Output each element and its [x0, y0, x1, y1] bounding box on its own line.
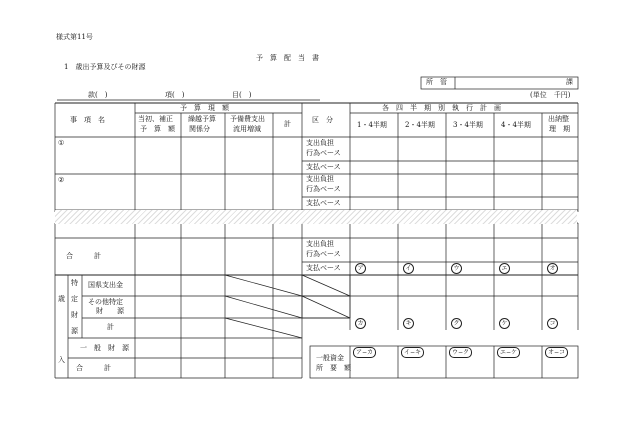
mark-ki: キ — [403, 318, 414, 329]
mark-ka: カ — [355, 318, 366, 329]
general-label: 一 般 財 源 — [80, 344, 129, 352]
revenue-sai: 歳 — [58, 295, 65, 303]
mark-o-ko: オ−コ — [545, 347, 568, 358]
moku-field: 目( ) — [232, 91, 252, 99]
mark-i-ki: イ−キ — [401, 347, 424, 358]
row-1-payment: 支払ベース — [306, 163, 341, 171]
other-label-1: その他特定 — [88, 298, 123, 306]
special-char-4: 源 — [71, 327, 78, 335]
header-adj-2: 理 期 — [549, 125, 570, 133]
unit-label: (単位 千円) — [530, 91, 571, 99]
mark-e-ke: エ−ケ — [497, 347, 520, 358]
total-payment: 支払ベース — [306, 264, 341, 272]
mark-ku: ク — [451, 318, 462, 329]
kan-field: 款( ) — [88, 91, 108, 99]
special-char-3: 財 — [71, 311, 78, 319]
header-item: 事 項 名 — [70, 116, 105, 124]
header-q4: 4・4半期 — [501, 121, 531, 129]
form-title: 予 算 配 当 書 — [256, 54, 319, 62]
mark-u: ウ — [451, 263, 462, 274]
header-q1: 1・4半期 — [357, 121, 387, 129]
total-commit-2: 行為ベース — [306, 250, 341, 258]
subtotal-label: 計 — [107, 323, 114, 331]
header-division: 区 分 — [312, 116, 333, 124]
mark-e: エ — [499, 263, 510, 274]
mark-i: イ — [403, 263, 414, 274]
general-need-2: 所 要 額 — [316, 364, 351, 372]
header-total: 計 — [284, 120, 291, 128]
form-number: 様式第11号 — [56, 33, 93, 41]
row-2-commit-2: 行為ベース — [306, 185, 341, 193]
total-commit-1: 支出負担 — [306, 240, 334, 248]
grand-total-label: 合 計 — [76, 364, 111, 372]
header-carry-1: 繰越予算 — [188, 115, 216, 123]
mark-ko: コ — [547, 318, 558, 329]
general-need-1: 一般資金 — [316, 354, 344, 362]
header-adj-1: 出納整 — [548, 115, 569, 123]
header-q3: 3・4半期 — [453, 121, 483, 129]
header-quarter-group: 各 四 半 期 別 執 行 計 画 — [382, 104, 501, 112]
row-2-payment: 支払ベース — [306, 199, 341, 207]
row-2-commit-1: 支出負担 — [306, 175, 334, 183]
header-reserve-2: 流用増減 — [233, 125, 261, 133]
row-1-commit-1: 支出負担 — [306, 139, 334, 147]
header-q2: 2・4半期 — [405, 121, 435, 129]
header-budget-group: 予 算 現 額 — [180, 104, 229, 112]
special-char-2: 定 — [71, 295, 78, 303]
revenue-nyu: 入 — [58, 356, 65, 364]
mark-a: ア — [355, 263, 366, 274]
kou-field: 項( ) — [165, 91, 185, 99]
special-char-1: 特 — [71, 279, 78, 287]
header-carry-2: 関係分 — [189, 125, 210, 133]
total-label: 合 計 — [66, 252, 101, 260]
office-label: 所 管 — [426, 78, 447, 86]
mark-ke: ケ — [499, 318, 510, 329]
mark-o: オ — [547, 263, 558, 274]
mark-u-ku: ウ−ク — [449, 347, 472, 358]
section-break — [55, 210, 577, 224]
national-label: 国県支出金 — [88, 281, 123, 289]
office-suffix: 課 — [566, 78, 573, 86]
header-initial-2: 予 算 額 — [140, 125, 175, 133]
header-reserve-1: 予備費支出 — [230, 115, 265, 123]
row-1-commit-2: 行為ベース — [306, 149, 341, 157]
section-heading: 1 歳出予算及びその財源 — [64, 63, 146, 71]
other-label-2: 財 源 — [96, 307, 124, 315]
row-1-label: ① — [58, 139, 65, 147]
header-initial-1: 当初、補正 — [138, 115, 173, 123]
mark-a-ka: ア−カ — [353, 347, 376, 358]
row-2-label: ② — [58, 176, 65, 184]
